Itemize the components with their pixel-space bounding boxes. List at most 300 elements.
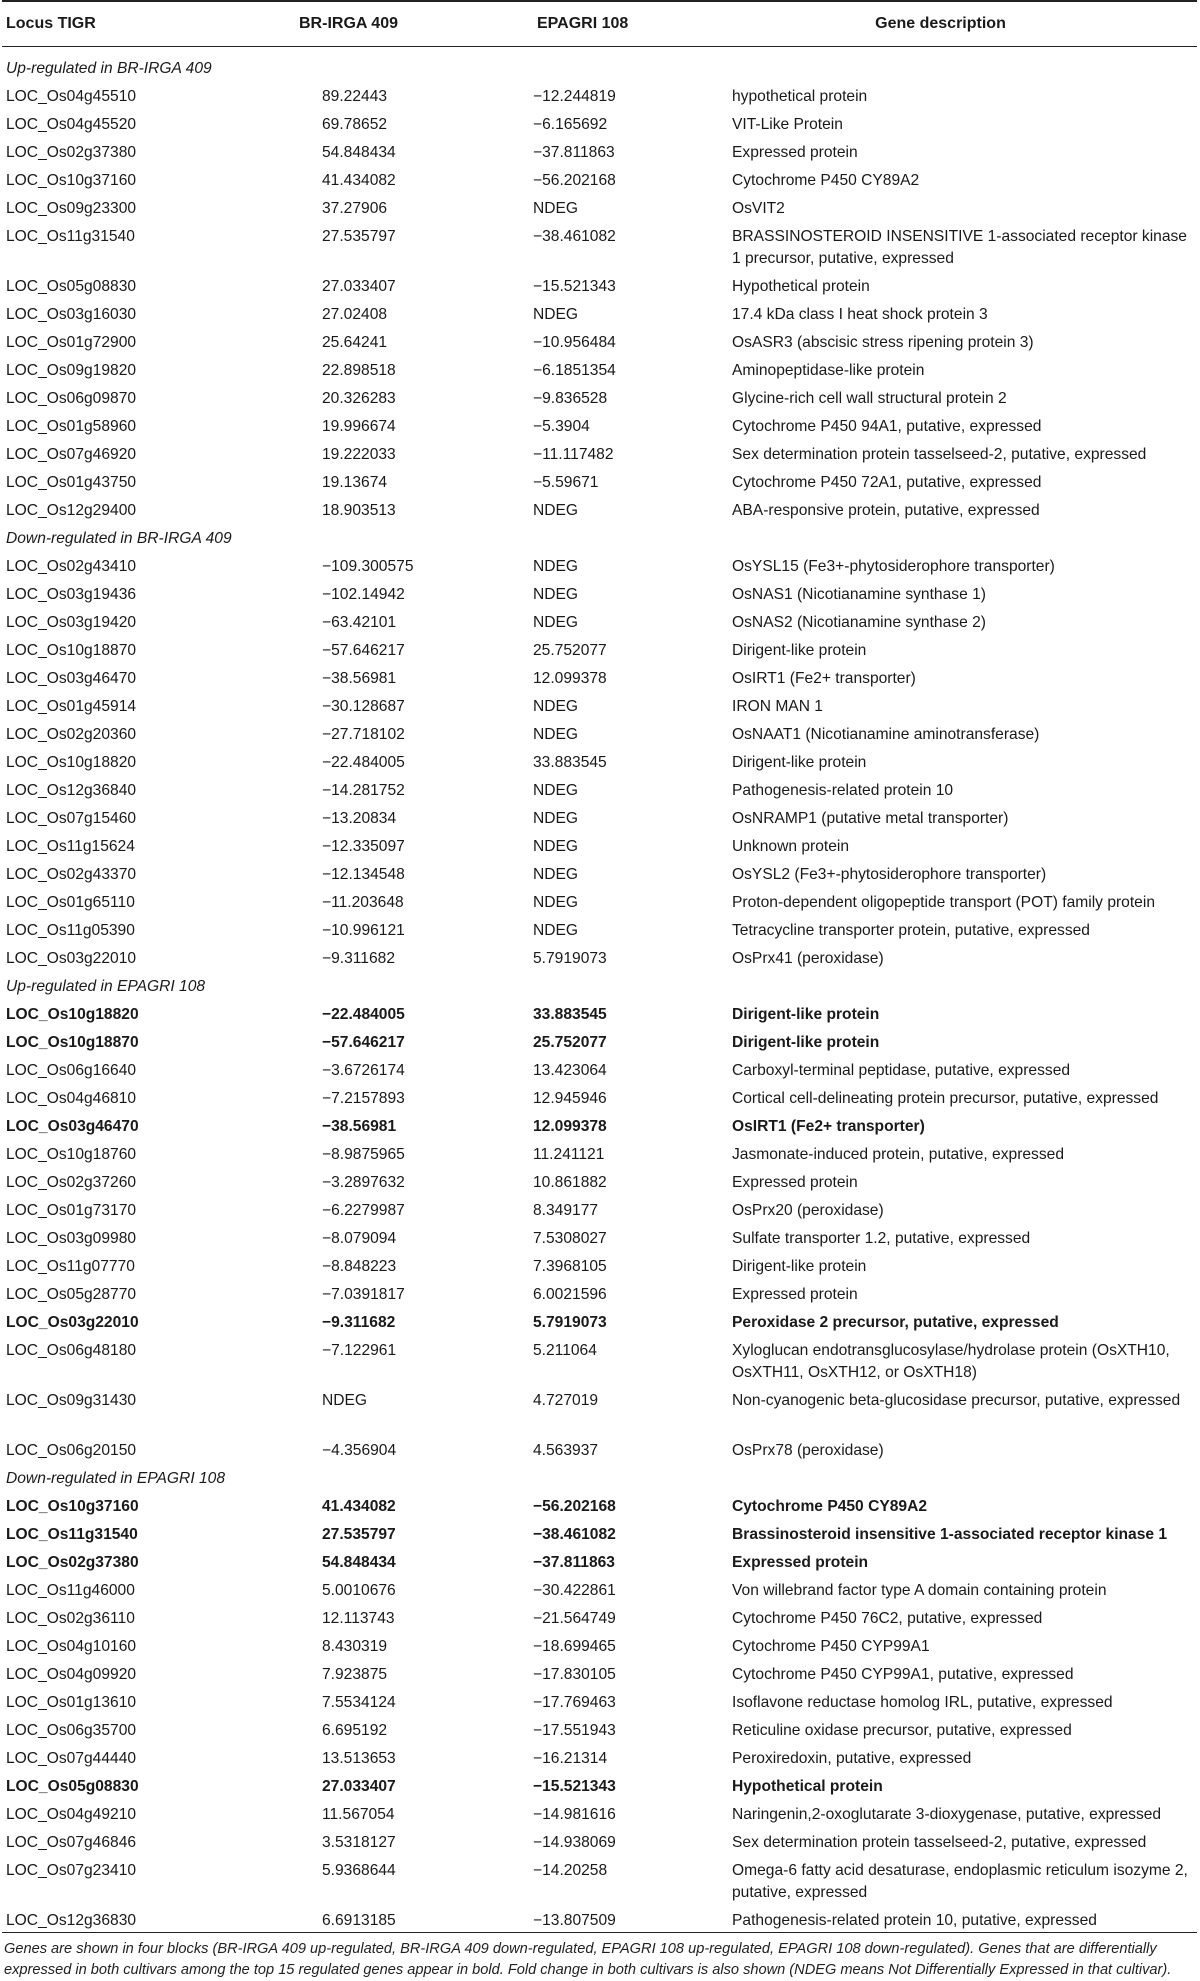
table-row	[2, 1857, 1197, 1907]
header-locus: Locus TIGR	[2, 1, 275, 47]
epagri-value: −6.1851354	[533, 361, 616, 379]
table-row	[2, 1029, 1197, 1057]
gene-description: OsVIT2	[732, 199, 785, 217]
table-row	[2, 777, 1197, 805]
epagri-value: NDEG	[533, 781, 579, 799]
table-row	[2, 413, 1197, 441]
table-row	[2, 301, 1197, 329]
gene-description: OsASR3 (abscisic stress ripening protein 3)	[732, 333, 1034, 351]
br-irga-value: −8.9875965	[322, 1145, 405, 1163]
epagri-value: 4.563937	[533, 1441, 599, 1459]
br-irga-value: 3.5318127	[322, 1833, 396, 1851]
gene-description: Sex determination protein tasselseed-2, putative, expressed	[732, 1833, 1147, 1851]
br-irga-value: 25.64241	[322, 333, 388, 351]
locus-cell: LOC_Os10g18820	[6, 753, 137, 771]
table-row	[2, 665, 1197, 693]
table-row	[2, 273, 1197, 301]
epagri-value: NDEG	[533, 305, 579, 323]
table-row	[2, 1521, 1197, 1549]
br-irga-value: 7.5534124	[322, 1693, 396, 1711]
gene-description: Cortical cell-delineating protein precursor, putative, expressed	[732, 1089, 1159, 1107]
table-row	[2, 1577, 1197, 1605]
table-row	[2, 1113, 1197, 1141]
epagri-value: −14.938069	[533, 1833, 616, 1851]
gene-description: Isoflavone reductase homolog IRL, putative, expressed	[732, 1693, 1113, 1711]
locus-cell: LOC_Os01g72900	[6, 333, 137, 351]
epagri-value: −16.21314	[533, 1749, 608, 1767]
header-row	[2, 1, 1197, 47]
locus-cell: LOC_Os03g16030	[6, 305, 137, 323]
table-row	[2, 1907, 1197, 1933]
gene-description: Dirigent-like protein	[732, 641, 867, 659]
epagri-value: NDEG	[533, 893, 579, 911]
gene-expression-table	[2, 0, 1197, 1933]
br-irga-value: −63.42101	[322, 613, 397, 631]
locus-cell: LOC_Os10g18760	[6, 1145, 137, 1163]
br-irga-value: −22.484005	[322, 753, 405, 771]
epagri-value: NDEG	[533, 199, 579, 217]
epagri-value: −17.830105	[533, 1665, 616, 1683]
section-heading-row	[2, 47, 1197, 83]
locus-cell: LOC_Os03g46470	[6, 1117, 139, 1135]
epagri-value: −17.769463	[533, 1693, 616, 1711]
locus-cell: LOC_Os12g36830	[2, 1907, 275, 1933]
br-irga-value: −8.079094	[322, 1229, 397, 1247]
locus-cell: LOC_Os04g46810	[6, 1089, 137, 1107]
gene-description: Glycine-rich cell wall structural protein 2	[732, 389, 1007, 407]
epagri-value: −14.20258	[533, 1861, 608, 1879]
gene-description: VIT-Like Protein	[732, 115, 843, 133]
locus-cell: LOC_Os01g65110	[6, 893, 135, 911]
locus-cell: LOC_Os01g45914	[6, 697, 137, 715]
locus-cell: LOC_Os07g23410	[6, 1861, 137, 1879]
section-title: Up-regulated in BR-IRGA 409	[6, 60, 212, 77]
gene-description: Cytochrome P450 CY89A2	[732, 1497, 928, 1515]
table-row	[2, 1253, 1197, 1281]
gene-description: OsIRT1 (Fe2+ transporter)	[732, 669, 916, 687]
table-row	[2, 1225, 1197, 1253]
gene-description: Dirigent-like protein	[732, 1033, 880, 1051]
epagri-value: 5.211064	[533, 1341, 597, 1359]
table-footnote: Genes are shown in four blocks (BR-IRGA 409 up-regulated, BR-IRGA 409 down-regulated, EPAGRI 108 up-regulated, EPAGRI 108 down-regulated). Genes that are differentially expressed in both cultivars among the top 15 regulated genes appear in bold. Fold change in both cultivars is also shown (NDEG means Not Differentially Expressed in that cultivar).	[4, 1941, 1172, 1978]
br-irga-value: 6.6913185	[275, 1907, 497, 1933]
epagri-value: 7.5308027	[533, 1229, 607, 1247]
br-irga-value: 12.113743	[322, 1609, 395, 1627]
table-row	[2, 497, 1197, 525]
br-irga-value: 27.033407	[322, 1777, 396, 1795]
table-row	[2, 1829, 1197, 1857]
epagri-value: 12.099378	[533, 1117, 607, 1135]
gene-description: Unknown protein	[732, 837, 850, 855]
table-row	[2, 195, 1197, 223]
locus-cell: LOC_Os02g37260	[6, 1173, 137, 1191]
table-row	[2, 1337, 1197, 1387]
br-irga-value: −9.311682	[322, 949, 395, 967]
gene-description: Von willebrand factor type A domain containing protein	[732, 1581, 1107, 1599]
locus-cell: LOC_Os09g31430	[6, 1391, 137, 1409]
epagri-value: −5.59671	[533, 473, 599, 491]
br-irga-value: 5.0010676	[322, 1581, 396, 1599]
epagri-value: −37.811863	[533, 1553, 615, 1571]
epagri-value: 12.099378	[533, 669, 607, 687]
epagri-value: 5.7919073	[533, 1313, 607, 1331]
header-br-irga: BR-IRGA 409	[275, 1, 497, 47]
epagri-value: −38.461082	[533, 1525, 616, 1543]
epagri-value: −56.202168	[533, 1497, 616, 1515]
locus-cell: LOC_Os02g37380	[6, 143, 137, 161]
locus-cell: LOC_Os11g31540	[6, 227, 135, 245]
gene-description: OsPrx78 (peroxidase)	[732, 1441, 884, 1459]
epagri-value: −6.165692	[533, 115, 608, 133]
epagri-value: NDEG	[533, 725, 579, 743]
gene-description: Sex determination protein tasselseed-2, putative, expressed	[732, 445, 1147, 463]
locus-cell: LOC_Os06g09870	[6, 389, 137, 407]
gene-description: Proton-dependent oligopeptide transport (POT) family protein	[732, 893, 1155, 911]
locus-cell: LOC_Os10g37160	[6, 171, 137, 189]
br-irga-value: −27.718102	[322, 725, 405, 743]
epagri-value: −15.521343	[533, 1777, 616, 1795]
locus-cell: LOC_Os05g08830	[6, 1777, 139, 1795]
br-irga-value: −57.646217	[322, 1033, 405, 1051]
locus-cell: LOC_Os12g36840	[6, 781, 137, 799]
gene-description: ABA-responsive protein, putative, expressed	[732, 501, 1040, 519]
gene-description: OsPrx20 (peroxidase)	[732, 1201, 884, 1219]
gene-description: 17.4 kDa class I heat shock protein 3	[732, 305, 988, 323]
table-row	[2, 1169, 1197, 1197]
br-irga-value: −8.848223	[322, 1257, 397, 1275]
locus-cell: LOC_Os06g20150	[6, 1441, 137, 1459]
epagri-value: 33.883545	[533, 753, 607, 771]
table-row	[2, 609, 1197, 637]
epagri-value: NDEG	[533, 865, 579, 883]
epagri-value: −17.551943	[533, 1721, 616, 1739]
gene-description: OsNRAMP1 (putative metal transporter)	[732, 809, 1009, 827]
br-irga-value: −9.311682	[322, 1313, 396, 1331]
gene-description: Dirigent-like protein	[732, 753, 867, 771]
br-irga-value: 18.903513	[322, 501, 396, 519]
gene-description: Expressed protein	[732, 1173, 858, 1191]
locus-cell: LOC_Os03g09980	[6, 1229, 137, 1247]
br-irga-value: −13.20834	[322, 809, 397, 827]
br-irga-value: −10.996121	[322, 921, 405, 939]
br-irga-value: −22.484005	[322, 1005, 405, 1023]
br-irga-value: 5.9368644	[322, 1861, 396, 1879]
locus-cell: LOC_Os02g37380	[6, 1553, 139, 1571]
epagri-value: −30.422861	[533, 1581, 616, 1599]
br-irga-value: 19.13674	[322, 473, 388, 491]
epagri-value: 4.727019	[533, 1391, 599, 1409]
epagri-value: −56.202168	[533, 171, 616, 189]
epagri-value: −37.811863	[533, 143, 615, 161]
locus-cell: LOC_Os04g10160	[6, 1637, 137, 1655]
gene-description: Reticuline oxidase precursor, putative, expressed	[732, 1721, 1072, 1739]
table-row	[2, 111, 1197, 139]
epagri-value: −5.3904	[533, 417, 590, 435]
epagri-value: −15.521343	[533, 277, 616, 295]
gene-description: Jasmonate-induced protein, putative, expressed	[732, 1145, 1064, 1163]
gene-description: OsNAS2 (Nicotianamine synthase 2)	[732, 613, 986, 631]
br-irga-value: 13.513653	[322, 1749, 396, 1767]
epagri-value: −21.564749	[533, 1609, 616, 1627]
locus-cell: LOC_Os03g46470	[6, 669, 137, 687]
locus-cell: LOC_Os06g48180	[6, 1341, 137, 1359]
epagri-value: 12.945946	[533, 1089, 607, 1107]
gene-description: Hypothetical protein	[732, 277, 870, 295]
epagri-value: −38.461082	[533, 227, 616, 245]
br-irga-value: NDEG	[322, 1391, 368, 1409]
table-header	[2, 1, 1197, 47]
br-irga-value: 6.695192	[322, 1721, 388, 1739]
epagri-value: −18.699465	[533, 1637, 616, 1655]
table-body	[2, 47, 1197, 1933]
table-row	[2, 1717, 1197, 1745]
table-row	[2, 1689, 1197, 1717]
locus-cell: LOC_Os07g15460	[6, 809, 137, 827]
br-irga-value: 27.033407	[322, 277, 396, 295]
locus-cell: LOC_Os02g36110	[6, 1609, 135, 1627]
epagri-value: NDEG	[533, 697, 579, 715]
br-irga-value: 27.535797	[322, 227, 396, 245]
table-row	[2, 1493, 1197, 1521]
locus-cell: LOC_Os03g22010	[6, 949, 137, 967]
gene-description: Dirigent-like protein	[732, 1257, 867, 1275]
br-irga-value: −57.646217	[322, 641, 405, 659]
gene-description: OsNAS1 (Nicotianamine synthase 1)	[732, 585, 986, 603]
epagri-value: 7.3968105	[533, 1257, 607, 1275]
gene-description: Expressed protein	[732, 1285, 858, 1303]
br-irga-value: −3.2897632	[322, 1173, 405, 1191]
br-irga-value: −3.6726174	[322, 1061, 405, 1079]
br-irga-value: 54.848434	[322, 143, 396, 161]
gene-description: Expressed protein	[732, 1553, 869, 1571]
table-row	[2, 469, 1197, 497]
locus-cell: LOC_Os01g43750	[6, 473, 137, 491]
epagri-value: −11.117482	[533, 445, 614, 463]
epagri-value: 13.423064	[533, 1061, 607, 1079]
br-irga-value: 27.02408	[322, 305, 388, 323]
section-title: Down-regulated in EPAGRI 108	[6, 1469, 226, 1487]
table-row	[2, 861, 1197, 889]
locus-cell: LOC_Os11g07770	[6, 1257, 135, 1275]
epagri-value: NDEG	[533, 921, 579, 939]
epagri-value: 5.7919073	[533, 949, 607, 967]
locus-cell: LOC_Os06g16640	[6, 1061, 137, 1079]
gene-description: Non-cyanogenic beta-glucosidase precursor, putative, expressed	[732, 1391, 1181, 1409]
epagri-value: NDEG	[533, 613, 579, 631]
table-row	[2, 1085, 1197, 1113]
gene-description: IRON MAN 1	[732, 697, 823, 715]
gene-description: BRASSINOSTEROID INSENSITIVE 1-associated receptor kinase 1 precursor, putative, expressed	[732, 227, 1187, 267]
locus-cell: LOC_Os10g18870	[6, 1033, 139, 1051]
table-row	[2, 1633, 1197, 1661]
table-row	[2, 1141, 1197, 1169]
gene-description: Omega-6 fatty acid desaturase, endoplasmic reticulum isozyme 2, putative, expressed	[732, 1861, 1188, 1901]
gene-description: Cytochrome P450 CYP99A1, putative, expressed	[732, 1665, 1074, 1683]
table-row	[2, 553, 1197, 581]
gene-description: Naringenin,2-oxoglutarate 3-dioxygenase, putative, expressed	[732, 1805, 1162, 1823]
gene-description: Hypothetical protein	[732, 1777, 883, 1795]
br-irga-value: 22.898518	[322, 361, 396, 379]
gene-description: Xyloglucan endotransglucosylase/hydrolase protein (OsXTH10, OsXTH11, OsXTH12, or OsXTH18)	[732, 1341, 1170, 1381]
br-irga-value: 19.222033	[322, 445, 396, 463]
gene-description: Peroxiredoxin, putative, expressed	[732, 1749, 972, 1767]
epagri-value: −14.981616	[533, 1805, 616, 1823]
gene-description: Cytochrome P450 76C2, putative, expressed	[732, 1609, 1043, 1627]
gene-description: Carboxyl-terminal peptidase, putative, expressed	[732, 1061, 1071, 1079]
table-row	[2, 167, 1197, 195]
br-irga-value: −7.0391817	[322, 1285, 405, 1303]
table-row	[2, 1661, 1197, 1689]
locus-cell: LOC_Os07g46920	[6, 445, 137, 463]
br-irga-value: −12.335097	[322, 837, 405, 855]
gene-description: Pathogenesis-related protein 10	[732, 781, 954, 799]
br-irga-value: 89.22443	[322, 87, 388, 105]
gene-description: OsYSL15 (Fe3+-phytosiderophore transporter)	[732, 557, 1055, 575]
table-row	[2, 223, 1197, 273]
table-row	[2, 1387, 1197, 1437]
table-row	[2, 833, 1197, 861]
br-irga-value: 54.848434	[322, 1553, 396, 1571]
section-heading-row	[2, 973, 1197, 1001]
gene-description: Cytochrome P450 CYP99A1	[732, 1637, 930, 1655]
header-epagri: EPAGRI 108	[497, 1, 724, 47]
br-irga-value: −11.203648	[322, 893, 404, 911]
br-irga-value: 41.434082	[322, 171, 396, 189]
locus-cell: LOC_Os02g43410	[6, 557, 137, 575]
br-irga-value: −14.281752	[322, 781, 405, 799]
locus-cell: LOC_Os03g19420	[6, 613, 137, 631]
br-irga-value: 7.923875	[322, 1665, 388, 1683]
locus-cell: LOC_Os10g37160	[6, 1497, 139, 1515]
table-row	[2, 329, 1197, 357]
locus-cell: LOC_Os04g09920	[6, 1665, 137, 1683]
br-irga-value: −30.128687	[322, 697, 405, 715]
epagri-value: −9.836528	[533, 389, 608, 407]
header-description: Gene description	[724, 1, 1197, 47]
locus-cell: LOC_Os04g45520	[6, 115, 137, 133]
epagri-value: 10.861882	[533, 1173, 607, 1191]
gene-description: Sulfate transporter 1.2, putative, expressed	[732, 1229, 1031, 1247]
locus-cell: LOC_Os11g31540	[6, 1525, 138, 1543]
table-row	[2, 1549, 1197, 1577]
section-title: Down-regulated in BR-IRGA 409	[6, 529, 232, 547]
br-irga-value: 8.430319	[322, 1637, 388, 1655]
br-irga-value: 27.535797	[322, 1525, 396, 1543]
table-row	[2, 1773, 1197, 1801]
epagri-value: NDEG	[533, 809, 579, 827]
locus-cell: LOC_Os10g18820	[6, 1005, 139, 1023]
br-irga-value: 69.78652	[322, 115, 388, 133]
table-row	[2, 749, 1197, 777]
locus-cell: LOC_Os05g08830	[6, 277, 137, 295]
table-row	[2, 1437, 1197, 1465]
table-row	[2, 1801, 1197, 1829]
gene-description: hypothetical protein	[732, 87, 868, 105]
locus-cell: LOC_Os11g46000	[6, 1581, 135, 1599]
section-heading-row	[2, 1465, 1197, 1493]
epagri-value: 11.241121	[533, 1145, 605, 1163]
epagri-value: NDEG	[533, 837, 579, 855]
gene-description: Aminopeptidase-like protein	[732, 361, 925, 379]
br-irga-value: 11.567054	[322, 1805, 395, 1823]
epagri-value: 6.0021596	[533, 1285, 607, 1303]
gene-description: Brassinosteroid insensitive 1-associated receptor kinase 1	[732, 1525, 1168, 1543]
epagri-value: 25.752077	[533, 641, 607, 659]
table-row	[2, 1281, 1197, 1309]
epagri-value: −13.807509	[497, 1907, 724, 1933]
br-irga-value: −7.122961	[322, 1341, 397, 1359]
table-row	[2, 1057, 1197, 1085]
table-row	[2, 441, 1197, 469]
locus-cell: LOC_Os04g49210	[6, 1805, 137, 1823]
locus-cell: LOC_Os09g19820	[6, 361, 137, 379]
gene-description: Dirigent-like protein	[732, 1005, 880, 1023]
locus-cell: LOC_Os01g73170	[6, 1201, 137, 1219]
br-irga-value: −109.300575	[322, 557, 414, 575]
gene-description: Expressed protein	[732, 143, 858, 161]
locus-cell: LOC_Os07g46846	[6, 1833, 137, 1851]
br-irga-value: −7.2157893	[322, 1089, 405, 1107]
table-row	[2, 1745, 1197, 1773]
br-irga-value: 20.326283	[322, 389, 396, 407]
table-row	[2, 1309, 1197, 1337]
gene-description: Cytochrome P450 94A1, putative, expressed	[732, 417, 1042, 435]
gene-description: Peroxidase 2 precursor, putative, expressed	[732, 1313, 1059, 1331]
epagri-value: 33.883545	[533, 1005, 607, 1023]
table-row	[2, 945, 1197, 973]
table-row	[2, 581, 1197, 609]
locus-cell: LOC_Os03g19436	[6, 585, 137, 603]
table-row	[2, 805, 1197, 833]
locus-cell: LOC_Os12g29400	[6, 501, 137, 519]
locus-cell: LOC_Os01g58960	[6, 417, 137, 435]
gene-description: Cytochrome P450 72A1, putative, expressed	[732, 473, 1042, 491]
epagri-value: NDEG	[533, 585, 579, 603]
locus-cell: LOC_Os02g43370	[6, 865, 137, 883]
epagri-value: NDEG	[533, 557, 579, 575]
epagri-value: 25.752077	[533, 1033, 607, 1051]
locus-cell: LOC_Os01g13610	[6, 1693, 137, 1711]
table-row	[2, 1197, 1197, 1225]
epagri-value: 8.349177	[533, 1201, 599, 1219]
table-row	[2, 889, 1197, 917]
gene-description: OsYSL2 (Fe3+-phytosiderophore transporter)	[732, 865, 1047, 883]
locus-cell: LOC_Os10g18870	[6, 641, 137, 659]
locus-cell: LOC_Os02g20360	[6, 725, 137, 743]
table-row	[2, 83, 1197, 111]
br-irga-value: −38.56981	[322, 1117, 397, 1135]
br-irga-value: 37.27906	[322, 199, 388, 217]
locus-cell: LOC_Os06g35700	[6, 1721, 137, 1739]
table-row	[2, 693, 1197, 721]
table-row	[2, 1001, 1197, 1029]
gene-description: Pathogenesis-related protein 10, putative, expressed	[724, 1907, 1197, 1933]
table-row	[2, 357, 1197, 385]
epagri-value: −12.244819	[533, 87, 616, 105]
gene-description: OsNAAT1 (Nicotianamine aminotransferase)	[732, 725, 1040, 743]
br-irga-value: −4.356904	[322, 1441, 397, 1459]
locus-cell: LOC_Os05g28770	[6, 1285, 137, 1303]
br-irga-value: −6.2279987	[322, 1201, 405, 1219]
locus-cell: LOC_Os03g22010	[6, 1313, 139, 1331]
table-row	[2, 139, 1197, 167]
gene-description: OsIRT1 (Fe2+ transporter)	[732, 1117, 925, 1135]
epagri-value: NDEG	[533, 501, 579, 519]
locus-cell: LOC_Os07g44440	[6, 1749, 137, 1767]
table-row	[2, 721, 1197, 749]
locus-cell: LOC_Os04g45510	[6, 87, 137, 105]
section-heading-row	[2, 525, 1197, 553]
